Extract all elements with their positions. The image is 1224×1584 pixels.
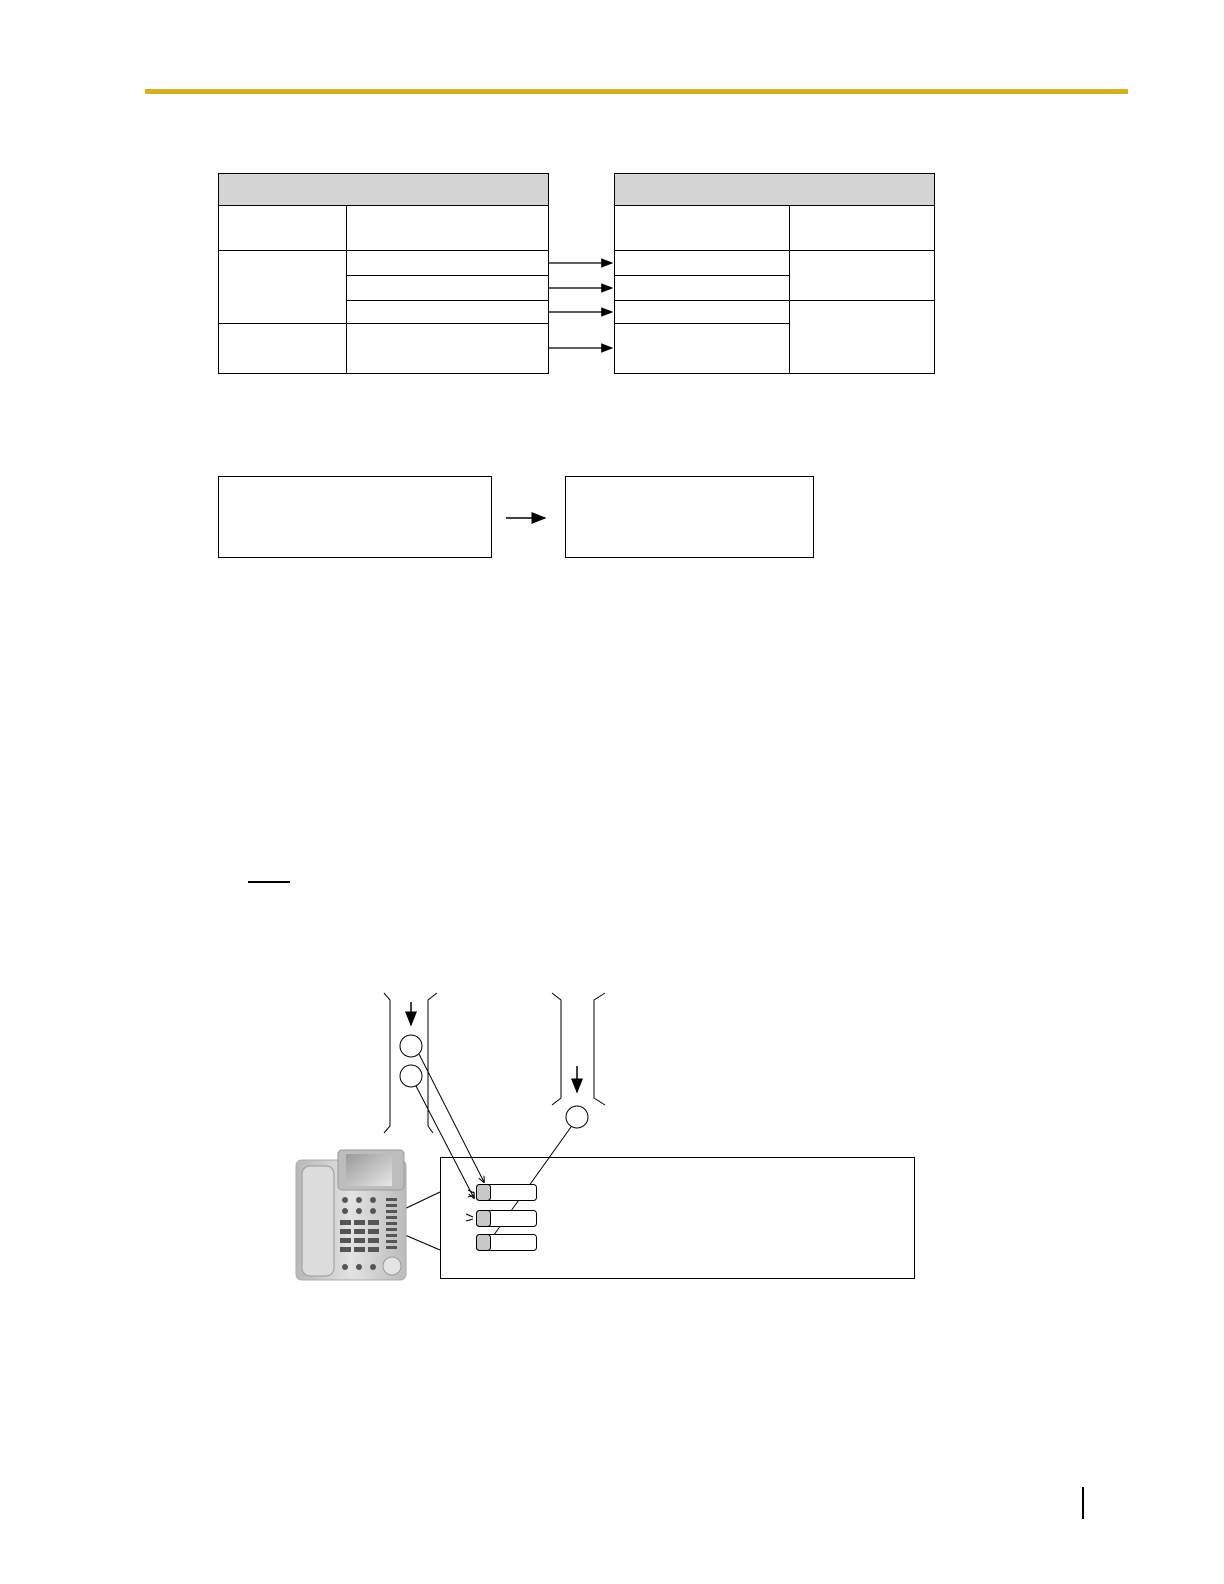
left-channel-left-bracket bbox=[384, 993, 390, 1133]
mapping-arrows bbox=[548, 263, 612, 348]
line-key-3[interactable] bbox=[477, 1235, 537, 1251]
call-circle-2 bbox=[400, 1065, 422, 1087]
line-key-2[interactable] bbox=[477, 1211, 537, 1227]
right-table-body bbox=[615, 206, 935, 374]
line-key-1[interactable] bbox=[477, 1185, 537, 1201]
right-channel-right-bracket bbox=[594, 993, 605, 1105]
route-line-1 bbox=[419, 1054, 484, 1182]
flow-diagram bbox=[219, 477, 814, 558]
telephone-icon bbox=[296, 1150, 406, 1280]
underline-mark bbox=[248, 881, 290, 883]
line-keys bbox=[477, 1185, 537, 1251]
left-table bbox=[219, 174, 549, 374]
left-table-body bbox=[219, 206, 549, 374]
right-channel-left-bracket bbox=[552, 993, 561, 1105]
right-table-header bbox=[615, 174, 935, 206]
left-table-header bbox=[219, 174, 549, 206]
flash-mark-2 bbox=[466, 1214, 473, 1221]
call-routing-diagram bbox=[384, 993, 915, 1279]
call-circle-1 bbox=[400, 1035, 422, 1057]
call-circle-3 bbox=[566, 1106, 588, 1128]
route-line-2 bbox=[416, 1086, 474, 1198]
flow-box-right bbox=[566, 477, 814, 558]
right-table bbox=[615, 174, 935, 374]
page-number-rule bbox=[1082, 1487, 1084, 1519]
flow-box-left bbox=[219, 477, 492, 558]
